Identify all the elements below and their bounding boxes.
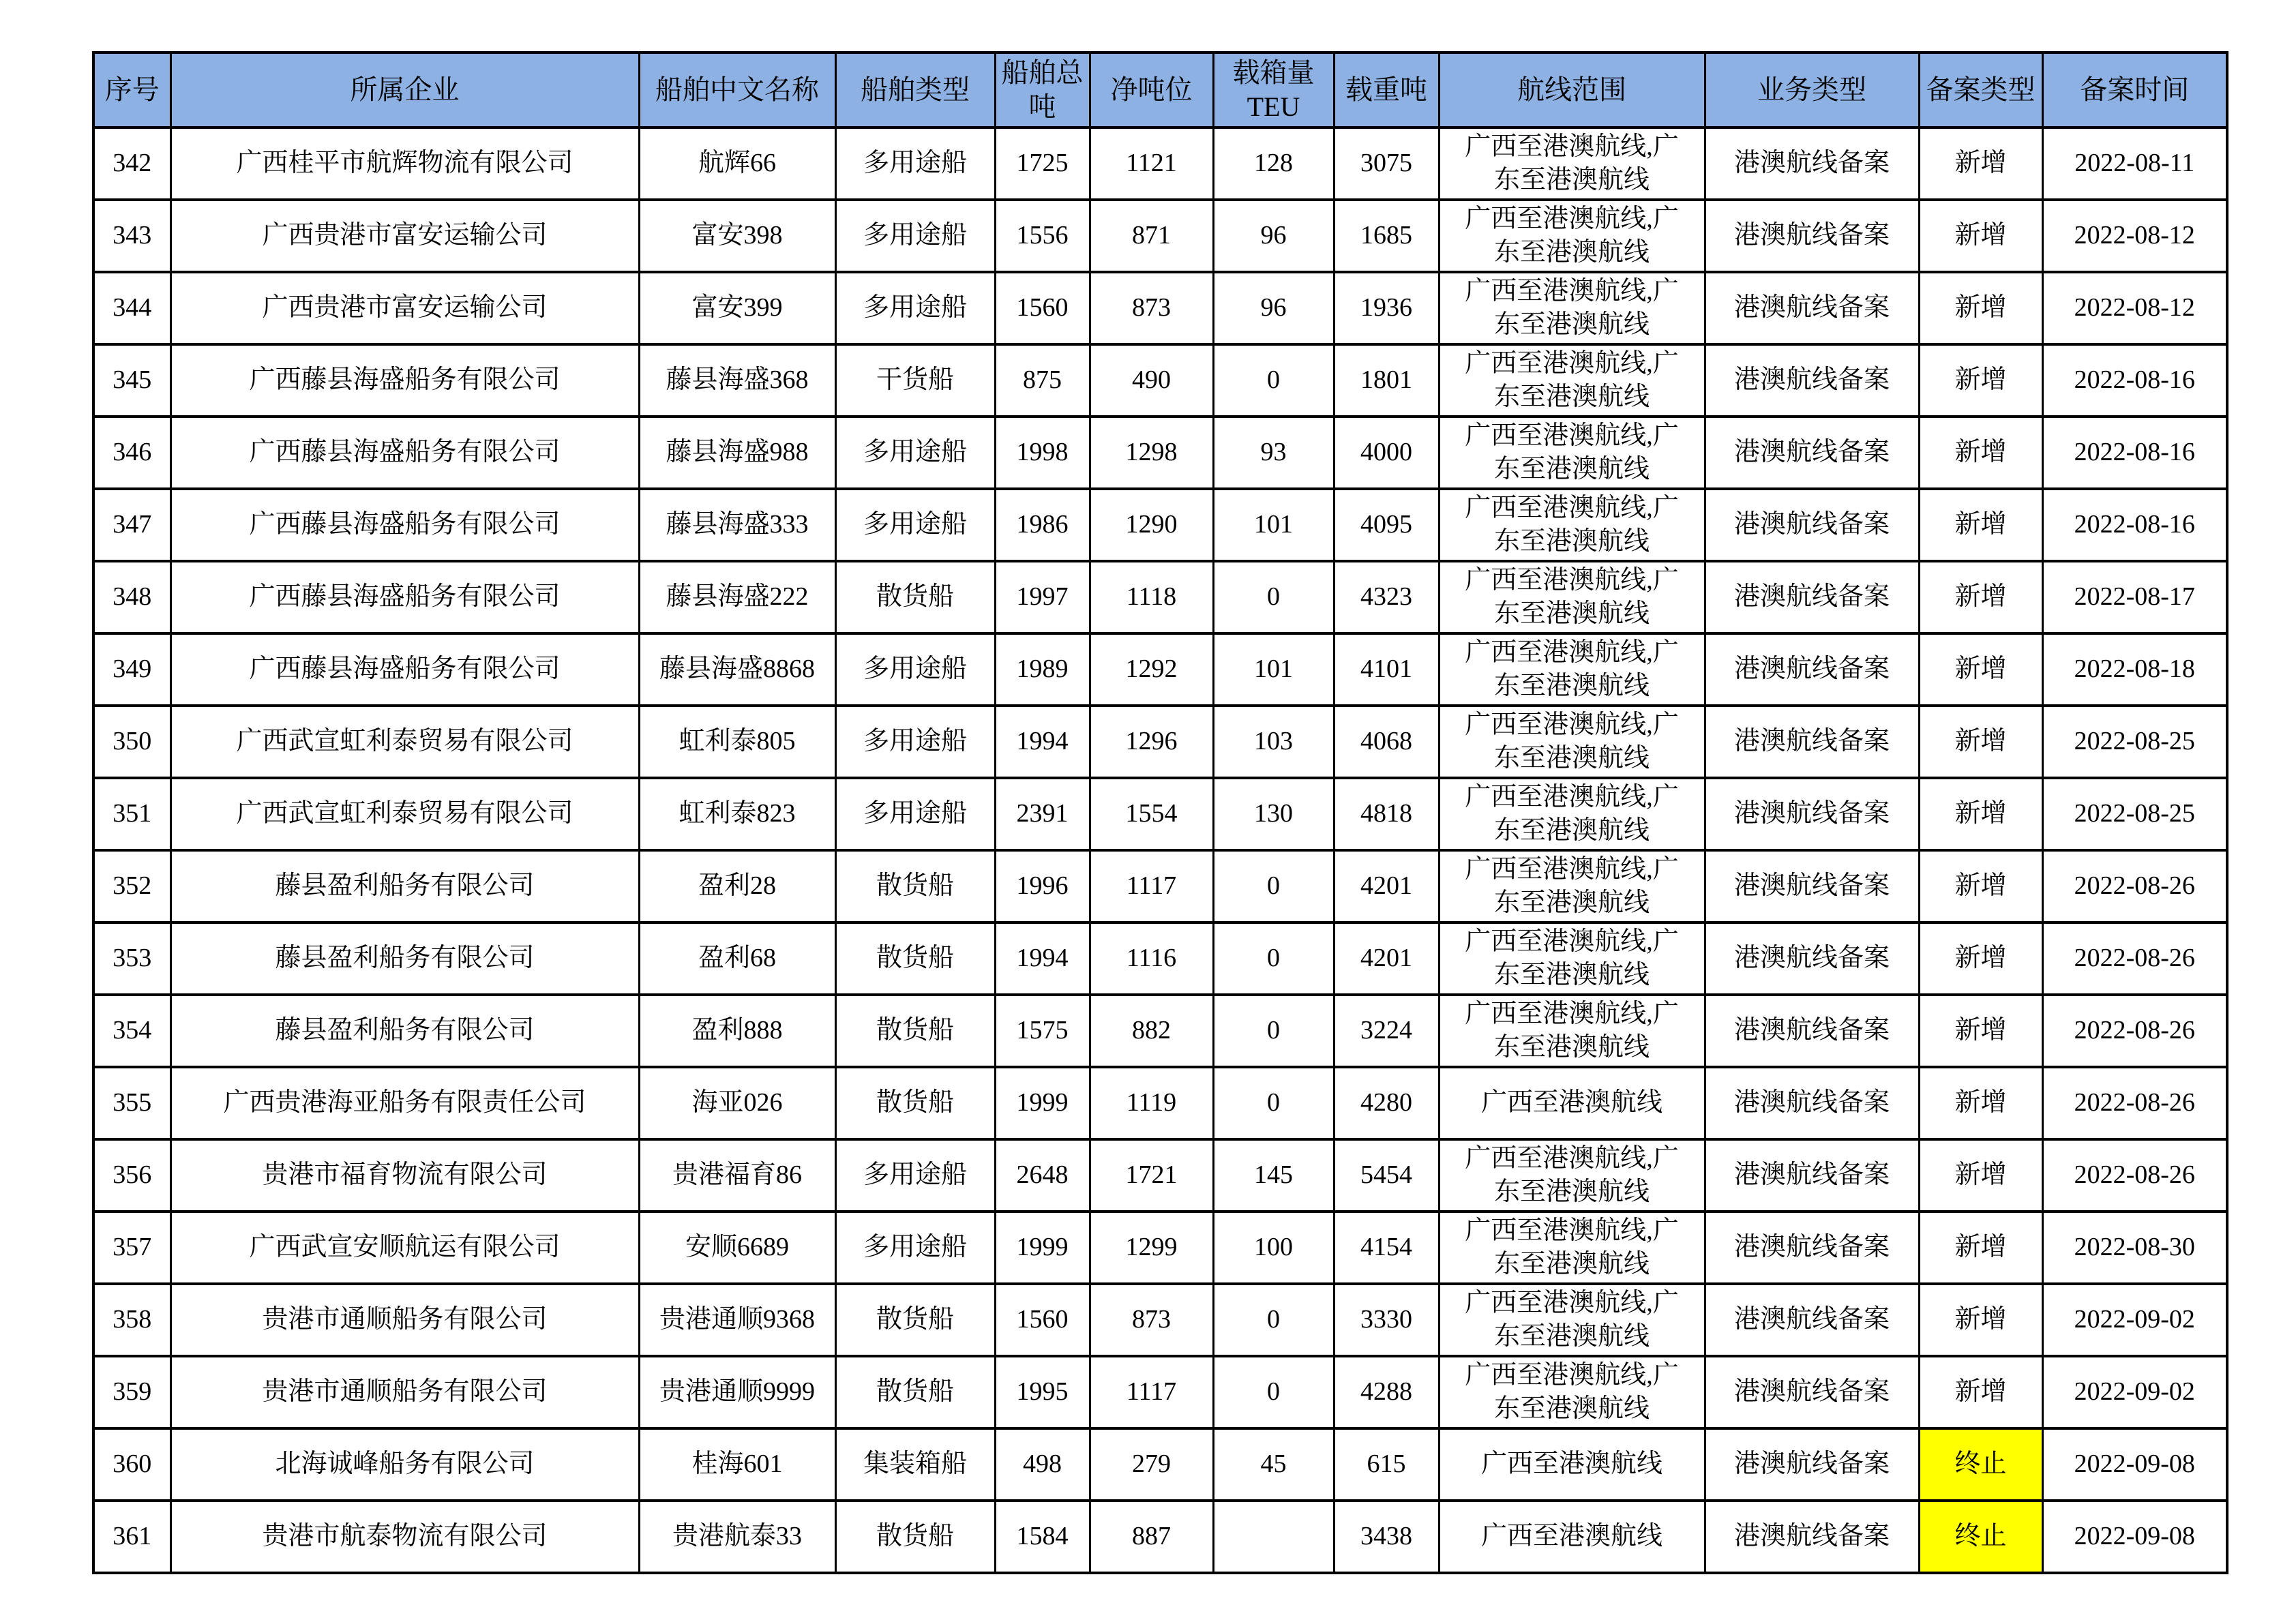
cell-net_tonnage: 1117 — [1090, 850, 1213, 922]
cell-deadweight: 4201 — [1334, 922, 1439, 995]
cell-business_type: 港澳航线备案 — [1705, 417, 1919, 489]
cell-filing_date: 2022-08-26 — [2042, 922, 2227, 995]
cell-filing_type: 终止 — [1919, 1428, 2042, 1501]
table-row — [93, 1067, 2227, 1139]
cell-ship_type: 多用途船 — [835, 706, 995, 778]
cell-gross_tonnage: 1725 — [995, 127, 1090, 200]
cell-ship_name: 贵港通顺9999 — [639, 1356, 835, 1428]
cell-ship_type: 散货船 — [835, 922, 995, 995]
cell-net_tonnage: 1296 — [1090, 706, 1213, 778]
cell-filing_type: 新增 — [1919, 1067, 2042, 1139]
table-row — [93, 1139, 2227, 1212]
cell-ship_name: 藤县海盛988 — [639, 417, 835, 489]
cell-gross_tonnage: 1994 — [995, 922, 1090, 995]
cell-filing_type: 新增 — [1919, 489, 2042, 561]
cell-gross_tonnage: 1584 — [995, 1501, 1090, 1573]
cell-teu: 130 — [1213, 778, 1334, 850]
cell-index: 349 — [93, 633, 170, 706]
cell-business_type: 港澳航线备案 — [1705, 1428, 1919, 1501]
cell-company: 贵港市福育物流有限公司 — [170, 1139, 639, 1212]
cell-ship_type: 多用途船 — [835, 1212, 995, 1284]
cell-teu: 0 — [1213, 344, 1334, 417]
cell-net_tonnage: 873 — [1090, 272, 1213, 344]
cell-company: 广西藤县海盛船务有限公司 — [170, 633, 639, 706]
cell-index: 344 — [93, 272, 170, 344]
cell-ship_type: 干货船 — [835, 344, 995, 417]
cell-index: 360 — [93, 1428, 170, 1501]
table-row — [93, 633, 2227, 706]
cell-net_tonnage: 871 — [1090, 200, 1213, 272]
cell-net_tonnage: 1292 — [1090, 633, 1213, 706]
cell-net_tonnage: 1116 — [1090, 922, 1213, 995]
table-row — [93, 417, 2227, 489]
table-row — [93, 922, 2227, 995]
table-row — [93, 1356, 2227, 1428]
cell-teu: 0 — [1213, 850, 1334, 922]
cell-filing_date: 2022-08-11 — [2042, 127, 2227, 200]
cell-deadweight: 5454 — [1334, 1139, 1439, 1212]
cell-business_type: 港澳航线备案 — [1705, 344, 1919, 417]
cell-gross_tonnage: 1575 — [995, 995, 1090, 1067]
cell-filing_type: 新增 — [1919, 995, 2042, 1067]
cell-route: 广西至港澳航线,广东至港澳航线 — [1439, 272, 1705, 344]
cell-filing_type: 新增 — [1919, 344, 2042, 417]
cell-teu: 93 — [1213, 417, 1334, 489]
cell-gross_tonnage: 1997 — [995, 561, 1090, 633]
cell-ship_name: 虹利泰805 — [639, 706, 835, 778]
table-body — [93, 127, 2227, 1573]
cell-business_type: 港澳航线备案 — [1705, 1139, 1919, 1212]
cell-deadweight: 4000 — [1334, 417, 1439, 489]
cell-net_tonnage: 1119 — [1090, 1067, 1213, 1139]
cell-ship_type: 多用途船 — [835, 127, 995, 200]
table-row — [93, 561, 2227, 633]
cell-business_type: 港澳航线备案 — [1705, 633, 1919, 706]
cell-business_type: 港澳航线备案 — [1705, 1356, 1919, 1428]
cell-gross_tonnage: 1560 — [995, 1284, 1090, 1356]
cell-ship_name: 盈利28 — [639, 850, 835, 922]
cell-filing_date: 2022-08-30 — [2042, 1212, 2227, 1284]
cell-company: 广西武宣虹利泰贸易有限公司 — [170, 706, 639, 778]
cell-deadweight: 3438 — [1334, 1501, 1439, 1573]
cell-ship_type: 多用途船 — [835, 417, 995, 489]
cell-filing_date: 2022-08-26 — [2042, 995, 2227, 1067]
cell-deadweight: 4818 — [1334, 778, 1439, 850]
cell-route: 广西至港澳航线,广东至港澳航线 — [1439, 489, 1705, 561]
cell-net_tonnage: 1554 — [1090, 778, 1213, 850]
cell-deadweight: 4323 — [1334, 561, 1439, 633]
ship-filing-table — [92, 51, 2228, 1574]
cell-teu: 101 — [1213, 489, 1334, 561]
cell-ship_name: 贵港通顺9368 — [639, 1284, 835, 1356]
cell-net_tonnage: 882 — [1090, 995, 1213, 1067]
cell-ship_name: 藤县海盛222 — [639, 561, 835, 633]
cell-teu: 0 — [1213, 561, 1334, 633]
cell-index: 343 — [93, 200, 170, 272]
cell-business_type: 港澳航线备案 — [1705, 561, 1919, 633]
cell-ship_type: 多用途船 — [835, 200, 995, 272]
cell-index: 347 — [93, 489, 170, 561]
cell-filing_date: 2022-09-02 — [2042, 1284, 2227, 1356]
cell-net_tonnage: 1290 — [1090, 489, 1213, 561]
cell-filing_type: 新增 — [1919, 633, 2042, 706]
cell-teu: 96 — [1213, 200, 1334, 272]
cell-teu: 128 — [1213, 127, 1334, 200]
table-row — [93, 706, 2227, 778]
cell-filing_date: 2022-08-26 — [2042, 850, 2227, 922]
cell-index: 358 — [93, 1284, 170, 1356]
cell-gross_tonnage: 1996 — [995, 850, 1090, 922]
cell-ship_name: 盈利68 — [639, 922, 835, 995]
cell-filing_type: 新增 — [1919, 922, 2042, 995]
table-row — [93, 778, 2227, 850]
cell-ship_type: 集装箱船 — [835, 1428, 995, 1501]
cell-filing_type: 新增 — [1919, 200, 2042, 272]
cell-company: 藤县盈利船务有限公司 — [170, 922, 639, 995]
cell-teu: 0 — [1213, 1356, 1334, 1428]
cell-business_type: 港澳航线备案 — [1705, 706, 1919, 778]
cell-filing_date: 2022-08-16 — [2042, 344, 2227, 417]
cell-business_type: 港澳航线备案 — [1705, 489, 1919, 561]
cell-route: 广西至港澳航线,广东至港澳航线 — [1439, 1284, 1705, 1356]
cell-business_type: 港澳航线备案 — [1705, 272, 1919, 344]
cell-deadweight: 615 — [1334, 1428, 1439, 1501]
cell-net_tonnage: 1121 — [1090, 127, 1213, 200]
column-header-teu: 载箱量TEU — [1213, 52, 1334, 127]
cell-ship_name: 藤县海盛368 — [639, 344, 835, 417]
cell-company: 广西贵港市富安运输公司 — [170, 272, 639, 344]
cell-net_tonnage: 1117 — [1090, 1356, 1213, 1428]
cell-route: 广西至港澳航线,广东至港澳航线 — [1439, 200, 1705, 272]
cell-deadweight: 1685 — [1334, 200, 1439, 272]
cell-company: 贵港市航泰物流有限公司 — [170, 1501, 639, 1573]
cell-route: 广西至港澳航线 — [1439, 1428, 1705, 1501]
cell-ship_name: 富安398 — [639, 200, 835, 272]
cell-filing_date: 2022-08-25 — [2042, 778, 2227, 850]
cell-filing_type: 新增 — [1919, 127, 2042, 200]
cell-deadweight: 4288 — [1334, 1356, 1439, 1428]
cell-index: 351 — [93, 778, 170, 850]
cell-route: 广西至港澳航线,广东至港澳航线 — [1439, 633, 1705, 706]
cell-gross_tonnage: 498 — [995, 1428, 1090, 1501]
table-row — [93, 1284, 2227, 1356]
cell-ship_name: 安顺6689 — [639, 1212, 835, 1284]
cell-gross_tonnage: 1999 — [995, 1212, 1090, 1284]
cell-teu: 100 — [1213, 1212, 1334, 1284]
cell-ship_name: 贵港福育86 — [639, 1139, 835, 1212]
cell-gross_tonnage: 1999 — [995, 1067, 1090, 1139]
cell-ship_name: 海亚026 — [639, 1067, 835, 1139]
header-row — [93, 52, 2227, 127]
cell-route: 广西至港澳航线,广东至港澳航线 — [1439, 1139, 1705, 1212]
cell-route: 广西至港澳航线,广东至港澳航线 — [1439, 1356, 1705, 1428]
cell-index: 354 — [93, 995, 170, 1067]
cell-filing_date: 2022-08-26 — [2042, 1139, 2227, 1212]
table-row — [93, 1428, 2227, 1501]
cell-index: 359 — [93, 1356, 170, 1428]
cell-gross_tonnage: 1560 — [995, 272, 1090, 344]
cell-company: 广西武宣安顺航运有限公司 — [170, 1212, 639, 1284]
cell-gross_tonnage: 2391 — [995, 778, 1090, 850]
cell-gross_tonnage: 1995 — [995, 1356, 1090, 1428]
cell-route: 广西至港澳航线 — [1439, 1067, 1705, 1139]
cell-company: 广西贵港海亚船务有限责任公司 — [170, 1067, 639, 1139]
cell-company: 广西藤县海盛船务有限公司 — [170, 489, 639, 561]
cell-company: 藤县盈利船务有限公司 — [170, 850, 639, 922]
cell-teu: 145 — [1213, 1139, 1334, 1212]
cell-net_tonnage: 490 — [1090, 344, 1213, 417]
cell-business_type: 港澳航线备案 — [1705, 1284, 1919, 1356]
cell-business_type: 港澳航线备案 — [1705, 200, 1919, 272]
cell-business_type: 港澳航线备案 — [1705, 1067, 1919, 1139]
cell-ship_type: 散货船 — [835, 1356, 995, 1428]
cell-net_tonnage: 279 — [1090, 1428, 1213, 1501]
cell-deadweight: 1936 — [1334, 272, 1439, 344]
cell-route: 广西至港澳航线,广东至港澳航线 — [1439, 127, 1705, 200]
table-row — [93, 489, 2227, 561]
table-row — [93, 272, 2227, 344]
cell-net_tonnage: 1299 — [1090, 1212, 1213, 1284]
cell-filing_type: 新增 — [1919, 561, 2042, 633]
cell-filing_date: 2022-09-08 — [2042, 1428, 2227, 1501]
cell-filing_date: 2022-08-26 — [2042, 1067, 2227, 1139]
cell-gross_tonnage: 1989 — [995, 633, 1090, 706]
cell-deadweight: 4095 — [1334, 489, 1439, 561]
cell-ship_type: 多用途船 — [835, 1139, 995, 1212]
cell-business_type: 港澳航线备案 — [1705, 995, 1919, 1067]
cell-ship_type: 散货船 — [835, 1501, 995, 1573]
cell-business_type: 港澳航线备案 — [1705, 778, 1919, 850]
cell-company: 广西贵港市富安运输公司 — [170, 200, 639, 272]
cell-company: 广西武宣虹利泰贸易有限公司 — [170, 778, 639, 850]
cell-filing_date: 2022-09-08 — [2042, 1501, 2227, 1573]
cell-ship_name: 藤县海盛8868 — [639, 633, 835, 706]
cell-business_type: 港澳航线备案 — [1705, 1212, 1919, 1284]
cell-ship_type: 散货船 — [835, 1067, 995, 1139]
cell-ship_type: 多用途船 — [835, 633, 995, 706]
cell-deadweight: 4201 — [1334, 850, 1439, 922]
cell-index: 356 — [93, 1139, 170, 1212]
cell-route: 广西至港澳航线,广东至港澳航线 — [1439, 706, 1705, 778]
cell-business_type: 港澳航线备案 — [1705, 922, 1919, 995]
table-row — [93, 1501, 2227, 1573]
cell-net_tonnage: 1118 — [1090, 561, 1213, 633]
cell-deadweight: 4280 — [1334, 1067, 1439, 1139]
cell-filing_date: 2022-08-16 — [2042, 489, 2227, 561]
cell-index: 350 — [93, 706, 170, 778]
column-header-filing_type: 备案类型 — [1919, 52, 2042, 127]
cell-filing_type: 终止 — [1919, 1501, 2042, 1573]
cell-deadweight: 1801 — [1334, 344, 1439, 417]
cell-filing_type: 新增 — [1919, 417, 2042, 489]
cell-index: 353 — [93, 922, 170, 995]
cell-ship_type: 散货船 — [835, 995, 995, 1067]
column-header-ship_type: 船舶类型 — [835, 52, 995, 127]
cell-company: 广西桂平市航辉物流有限公司 — [170, 127, 639, 200]
table-row — [93, 1212, 2227, 1284]
table-row — [93, 344, 2227, 417]
table-row — [93, 200, 2227, 272]
cell-route: 广西至港澳航线,广东至港澳航线 — [1439, 850, 1705, 922]
cell-route: 广西至港澳航线,广东至港澳航线 — [1439, 344, 1705, 417]
cell-business_type: 港澳航线备案 — [1705, 1501, 1919, 1573]
cell-filing_type: 新增 — [1919, 1356, 2042, 1428]
cell-route: 广西至港澳航线 — [1439, 1501, 1705, 1573]
cell-ship_name: 贵港航泰33 — [639, 1501, 835, 1573]
cell-net_tonnage: 887 — [1090, 1501, 1213, 1573]
cell-filing_type: 新增 — [1919, 272, 2042, 344]
cell-filing_date: 2022-08-12 — [2042, 200, 2227, 272]
column-header-net_tonnage: 净吨位 — [1090, 52, 1213, 127]
cell-route: 广西至港澳航线,广东至港澳航线 — [1439, 922, 1705, 995]
cell-company: 北海诚峰船务有限公司 — [170, 1428, 639, 1501]
cell-gross_tonnage: 2648 — [995, 1139, 1090, 1212]
cell-teu — [1213, 1501, 1334, 1573]
cell-teu: 0 — [1213, 922, 1334, 995]
cell-route: 广西至港澳航线,广东至港澳航线 — [1439, 995, 1705, 1067]
cell-company: 贵港市通顺船务有限公司 — [170, 1284, 639, 1356]
cell-route: 广西至港澳航线,广东至港澳航线 — [1439, 778, 1705, 850]
cell-index: 346 — [93, 417, 170, 489]
cell-business_type: 港澳航线备案 — [1705, 127, 1919, 200]
cell-gross_tonnage: 1556 — [995, 200, 1090, 272]
cell-company: 广西藤县海盛船务有限公司 — [170, 561, 639, 633]
cell-company: 广西藤县海盛船务有限公司 — [170, 344, 639, 417]
cell-deadweight: 3330 — [1334, 1284, 1439, 1356]
cell-filing_type: 新增 — [1919, 1212, 2042, 1284]
cell-filing_type: 新增 — [1919, 1284, 2042, 1356]
cell-teu: 45 — [1213, 1428, 1334, 1501]
cell-filing_date: 2022-08-12 — [2042, 272, 2227, 344]
table-row — [93, 127, 2227, 200]
cell-gross_tonnage: 1998 — [995, 417, 1090, 489]
table-row — [93, 850, 2227, 922]
cell-ship_name: 盈利888 — [639, 995, 835, 1067]
cell-business_type: 港澳航线备案 — [1705, 850, 1919, 922]
cell-index: 352 — [93, 850, 170, 922]
cell-net_tonnage: 1298 — [1090, 417, 1213, 489]
cell-company: 藤县盈利船务有限公司 — [170, 995, 639, 1067]
cell-ship_type: 散货船 — [835, 561, 995, 633]
cell-filing_date: 2022-08-16 — [2042, 417, 2227, 489]
cell-filing_date: 2022-09-02 — [2042, 1356, 2227, 1428]
cell-company: 贵港市通顺船务有限公司 — [170, 1356, 639, 1428]
table-row — [93, 995, 2227, 1067]
cell-teu: 103 — [1213, 706, 1334, 778]
column-header-deadweight: 载重吨 — [1334, 52, 1439, 127]
cell-teu: 96 — [1213, 272, 1334, 344]
cell-ship_type: 多用途船 — [835, 778, 995, 850]
cell-route: 广西至港澳航线,广东至港澳航线 — [1439, 417, 1705, 489]
cell-gross_tonnage: 1986 — [995, 489, 1090, 561]
cell-ship_type: 多用途船 — [835, 489, 995, 561]
cell-net_tonnage: 1721 — [1090, 1139, 1213, 1212]
cell-net_tonnage: 873 — [1090, 1284, 1213, 1356]
cell-filing_date: 2022-08-25 — [2042, 706, 2227, 778]
cell-ship_name: 藤县海盛333 — [639, 489, 835, 561]
cell-index: 357 — [93, 1212, 170, 1284]
cell-ship_name: 富安399 — [639, 272, 835, 344]
cell-ship_type: 散货船 — [835, 1284, 995, 1356]
column-header-route: 航线范围 — [1439, 52, 1705, 127]
cell-index: 348 — [93, 561, 170, 633]
cell-teu: 0 — [1213, 995, 1334, 1067]
column-header-ship_name: 船舶中文名称 — [639, 52, 835, 127]
cell-ship_name: 航辉66 — [639, 127, 835, 200]
cell-ship_name: 桂海601 — [639, 1428, 835, 1501]
cell-gross_tonnage: 1994 — [995, 706, 1090, 778]
ship-filing-table-page — [92, 51, 2228, 1574]
cell-index: 342 — [93, 127, 170, 200]
cell-filing_type: 新增 — [1919, 778, 2042, 850]
cell-index: 361 — [93, 1501, 170, 1573]
cell-ship_name: 虹利泰823 — [639, 778, 835, 850]
cell-filing_type: 新增 — [1919, 850, 2042, 922]
cell-filing_date: 2022-08-18 — [2042, 633, 2227, 706]
cell-route: 广西至港澳航线,广东至港澳航线 — [1439, 1212, 1705, 1284]
cell-filing_date: 2022-08-17 — [2042, 561, 2227, 633]
cell-filing_type: 新增 — [1919, 706, 2042, 778]
cell-deadweight: 3224 — [1334, 995, 1439, 1067]
cell-index: 345 — [93, 344, 170, 417]
cell-deadweight: 4101 — [1334, 633, 1439, 706]
column-header-company: 所属企业 — [170, 52, 639, 127]
cell-teu: 0 — [1213, 1067, 1334, 1139]
cell-deadweight: 4154 — [1334, 1212, 1439, 1284]
cell-deadweight: 3075 — [1334, 127, 1439, 200]
cell-index: 355 — [93, 1067, 170, 1139]
cell-teu: 101 — [1213, 633, 1334, 706]
cell-teu: 0 — [1213, 1284, 1334, 1356]
column-header-business_type: 业务类型 — [1705, 52, 1919, 127]
cell-ship_type: 散货船 — [835, 850, 995, 922]
cell-filing_type: 新增 — [1919, 1139, 2042, 1212]
column-header-gross_tonnage: 船舶总吨 — [995, 52, 1090, 127]
cell-company: 广西藤县海盛船务有限公司 — [170, 417, 639, 489]
cell-ship_type: 多用途船 — [835, 272, 995, 344]
cell-deadweight: 4068 — [1334, 706, 1439, 778]
cell-gross_tonnage: 875 — [995, 344, 1090, 417]
cell-route: 广西至港澳航线,广东至港澳航线 — [1439, 561, 1705, 633]
column-header-index: 序号 — [93, 52, 170, 127]
column-header-filing_date: 备案时间 — [2042, 52, 2227, 127]
